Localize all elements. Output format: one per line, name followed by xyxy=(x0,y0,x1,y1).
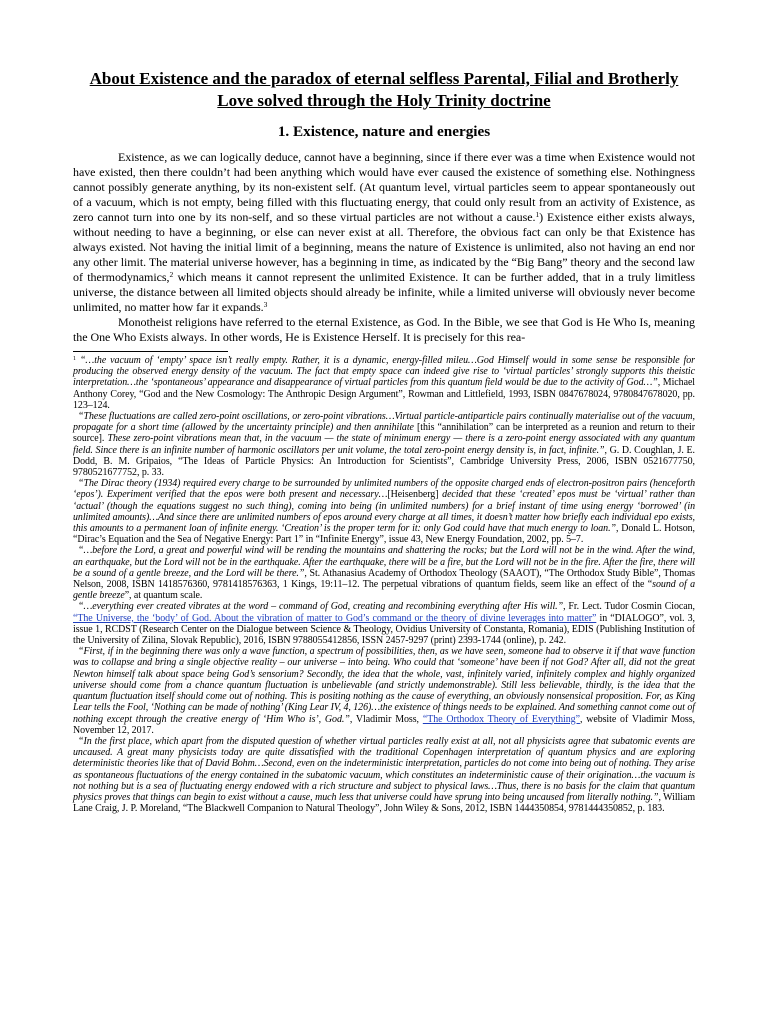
link-orthodox-theory-of-everything[interactable]: “The Orthodox Theory of Everything” xyxy=(422,713,580,725)
footnote-1-cont-d: “…everything ever created vibrates at the word – command of God, creating and recombining everything after His will.”, Fr. Lect. Tudor Cosmin Ciocan, “The Universe, the ‘body’ of God. About the vibration of matter to God’s command or the theory of divine leverages into matter” in “DIALOGO”, vol. 3, issue 1, RCDST (Research Center on the Dialogue between Science & Theology, Ovidius University of Constanta, Romania), EDIS (Publishing Institution of the University of Zilina, Slovak Republic), 2016, ISBN 9788055412856, ISSN 2457-9297 (print) 2393-1744 (online), p. 242. xyxy=(73,601,695,647)
footnotes xyxy=(73,355,695,814)
footnote-1-cont-b: “The Dirac theory (1934) required every charge to be surrounded by unlimited numbers of the opposite charged ends of electron-positron pairs (henceforth ‘epos’). Experiment verified that the epos were both present and necessary…[Heisenberg] decided that these ‘created’ epos must be ‘virtual’ rather than ‘actual’ (though the equations suggest no such thing), coming into being (in unlimited numbers) for a brief instant of time using energy ‘borrowed’ (in unlimited amounts)…And since there are unlimited numbers of epos around every charge at all times, it doesn’t matter how briefly each individual epo exists, this amounts to a permanent loan of infinite energy. ‘Creation’ is the proper term for it: only God could have that much energy to loan.”, Donald L. Hotson, “Dirac’s Equation and the Sea of Negative Energy: Part 1” in “Infinite Energy”, issue 43, New Energy Foundation, 2002, pp. 5–7. xyxy=(73,478,696,546)
footnote-separator xyxy=(73,351,228,352)
footnote-1: $^1$ “…the vacuum of ‘empty’ space isn’t really empty. Rather, it is a dynamic, energy-filled mileu…God Himself would in some sense be responsible for producing the observed energy density of the vacuum. The fact that empty space can indeed give rise to ‘virtual particles’ strongly supports this theistic interpretation…the ‘spontaneous’ appearance and disappearance of virtual particles from this quantum field would be due to the activity of God…”, Michael Anthony Corey, “God and the New Cosmology: The Anthropic Design Argument”, Rowman and Littlefield, 1993, ISBN 0847678024, 9780847678020, pp. 123–124. xyxy=(73,355,696,411)
link-universe-body-of-god[interactable]: “The Universe, the ‘body’ of God. About the vibration of matter to God’s command or the theory of divine leverages into matter” xyxy=(73,612,597,624)
footnote-ref-3: 3 xyxy=(263,300,268,309)
footnote-ref-2: 2 xyxy=(169,270,174,279)
footnote-1-cont-c: “…before the Lord, a great and powerful wind will be rending the mountains and shattering the rocks; but the Lord will not be in the wind. After the wind, an earthquake, but the Lord will not be in the earthquake. After the earthquake, there will be a fire, but the Lord will not be in the fire. After the fire, there will be a sound of a gentle breeze, and the Lord will be there.”, St. Athanasius Academy of Orthodox Theology (SAAOT), “The Orthodox Study Bible”, Thomas Nelson, 2008, ISBN 1418576360, 9781418576363, 1 Kings, 19:11–12. The perpetual vibrations of quantum fields, seem like an effect of the “sound of a gentle breeze”, at quantum scale. xyxy=(73,545,696,602)
document-title: About Existence and the paradox of eternal selfless Parental, Filial and Brotherly Love solved through the Holy Trinity doctrine xyxy=(89,69,679,110)
paragraph-2: Monotheist religions have referred to the eternal Existence, as God. In the Bible, we see that God is He Who Is, meaning the One Who Exists always. In other words, He is Existence Herself. It is precisely for this rea- xyxy=(73,315,695,344)
body-text xyxy=(73,150,695,345)
section-heading: 1. Existence, nature and energies xyxy=(277,123,491,140)
document-page xyxy=(73,68,695,814)
footnote-1-cont-e: “First, if in the beginning there was only a wave function, a spectrum of possibilities, then, as we have seen, someone had to observe it if that wave function was to collapse and bring a single objective reality – our universe – into being. Who could that ‘someone’ have been if not God? After all, did not the great Newton himself talk about space being God’s sensorium? Secondly, the idea that the whole, vast, infinitely varied, infinitely complex and highly organized universe should come from a chance quantum fluctuation is unbelievable (and strictly undemonstrable). Still less believable, thirdly, is the idea that the quantum fluctuation itself should come out of nothing. This is positing nothing as the cause of everything, an obviously nonsensical proposition. For, as King Lear tells the Fool, ‘Nothing can be made of nothing’ (King Lear IV, 4, 126)…the existence of things needs to be explained. And something cannot come out of nothing except through the creative energy of ‘Him Who is’, God.”, Vladimir Moss, “The Orthodox Theory of Everything”, website of Vladimir Moss, November 12, 2017. xyxy=(73,646,695,736)
footnote-1-cont-f: “In the first place, which apart from the disputed question of whether virtual particles really exist at all, not all physicists agree that subatomic events are uncaused. A great many physicists today are quite dissatisfied with the traditional Copenhagen interpretation of quantum physics and are exploring deterministic theories like that of David Bohm…Second, even on the indeterministic interpretation, particles do not come into being out of nothing. They arise as spontaneous fluctuations of the energy contained in the subatomic vacuum, which constitutes an indeterministic cause of their origination…the vacuum is not nothing but is a sea of fluctuating energy endowed with a rich structure and subject to physical laws…Thus, there is no basis for the claim that quantum physics proves that things can begin to exist without a cause, much less that universe could have sprung into being uncaused from literally nothing.”, William Lane Craig, J. P. Moreland, “The Blackwell Companion to Natural Theology”, John Wiley & Sons, 2012, ISBN 1444350854, 9781444350852, p. 183. xyxy=(73,735,696,815)
footnote-ref-1: 1 xyxy=(535,210,540,219)
footnote-1-cont-a: “These fluctuations are called zero-point oscillations, or zero-point vibrations…Virtual particle-antiparticle pairs continually materialise out of the vacuum, propagate for a short time (allowed by the uncertainty principle) and then annihilate [this “annihilation” can be interpreted as a reunion and return to their source]. These zero-point vibrations mean that, in the vacuum — the state of minimum energy — there is a zero-point energy associated with any quantum field. Since there is an infinite number of harmonic oscillators per unit volume, the total zero-point energy density is, in fact, infinite.”, G. D. Coughlan, J. E. Dodd, B. M. Gripaios, “The Ideas of Particle Physics: An Introduction for Scientists”, Cambridge University Press, 2006, ISBN 0521677750, 9780521677752, p. 33. xyxy=(73,411,696,479)
paragraph-1: Existence, as we can logically deduce, cannot have a beginning, since if there ever was a time when Existence would not have existed, then there couldn’t had been anything which would have ever caused the existence of something else. Nothingness cannot possibly generate anything, by its non-existent self. (At quantum level, virtual particles seem to appear spontaneously out of a vacuum, which is not empty, being filled with this fluctuating energy, that could only result from an activity of Existence, as zero cannot turn into one by its non-self, and so these virtual particles are not without a cause.$^1$) Existence either exists always, without needing to have a beginning, or else can never exist at all. Therefore, the obvious fact can only be that Existence has always existed. Not having the initial limit of a beginning, means the nature of Existence is unlimited, also not having an end nor any other limit. The material universe however, has a beginning in time, as indicated by the “Big Bang” theory and the second law of thermodynamics,$^2$ which means it cannot represent the unlimited Existence. It can be further added, that in a truly limitless universe, the distance between all limited objects should already be infinite, while a limited universe will obviously never become unlimited, no matter how far it expands.$^3$ xyxy=(73,150,696,314)
